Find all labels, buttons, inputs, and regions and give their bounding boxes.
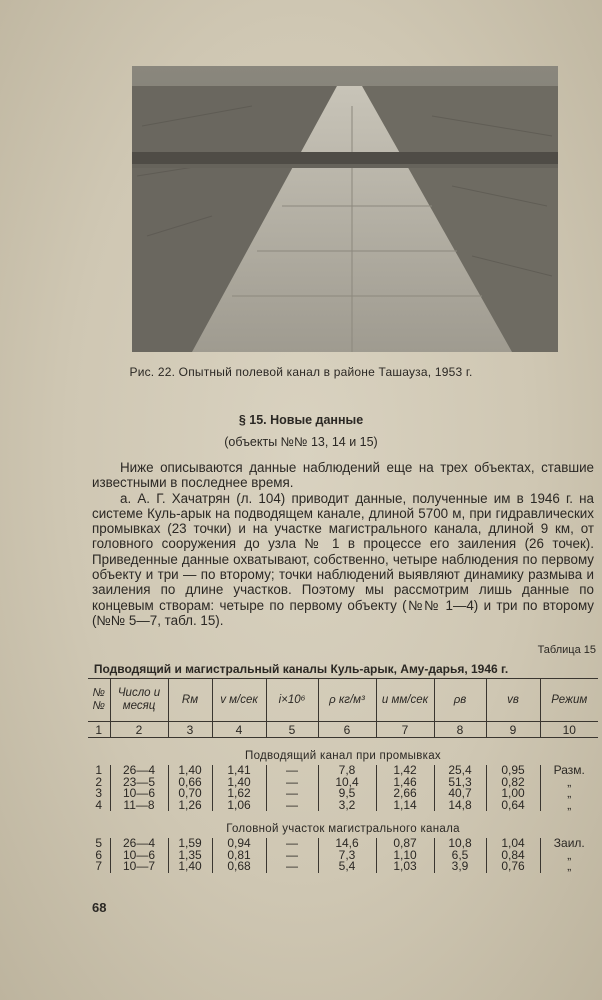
table-cell: 0,82 [486,777,540,789]
column-number: 9 [486,722,540,738]
col-header: №№ [88,679,110,722]
table-cell: — [266,788,318,800]
table-cell: 51,3 [434,777,486,789]
column-number: 6 [318,722,376,738]
table-row [88,861,598,873]
table-cell: 10—6 [110,788,168,800]
table-cell: 2 [88,777,110,789]
column-number: 5 [266,722,318,738]
column-number: 8 [434,722,486,738]
table-cell: 1,46 [376,777,434,789]
table-cell: 1,26 [168,800,212,812]
table-cell: „ [567,797,572,812]
col-header: vв [486,679,540,722]
col-header: Режим [540,679,598,722]
body-text [92,460,594,628]
section-title: § 15. Новые данные [238,413,364,427]
table-cell: Разм. [553,763,585,777]
table-cell: 7,3 [318,850,376,862]
column-number: 2 [110,722,168,738]
data-table [88,678,598,873]
column-number: 4 [212,722,266,738]
table-cell: 1,04 [486,838,540,850]
table-cell: 1,41 [212,765,266,777]
table-cell: 3 [88,788,110,800]
table-cell: 5,4 [318,861,376,873]
table-cell: — [266,861,318,873]
table-body [88,738,598,873]
col-header: ρ кг/м³ [318,679,376,722]
paragraph: Ниже описываются данные наблюдений еще на трех объектах, ставшие известными в последнее время. [92,460,594,491]
table-cell: 1,10 [376,850,434,862]
table-cell: 1,40 [168,861,212,873]
col-header: i×10⁶ [266,679,318,722]
table-label: Таблица 15 [537,644,596,656]
table-cell: 10,8 [434,838,486,850]
table-cell: 26—4 [110,838,168,850]
col-header: Число и месяц [110,679,168,722]
table-cell: 1,40 [212,777,266,789]
col-header: v м/сек [212,679,266,722]
table-cell: 6,5 [434,850,486,862]
table-cell: 26—4 [110,765,168,777]
table-section-row [88,738,598,766]
table-cell: — [266,838,318,850]
table-cell: 0,70 [168,788,212,800]
column-number: 10 [540,722,598,738]
table-cell: 11—8 [110,800,168,812]
table-cell: — [266,850,318,862]
table-cell: 14,8 [434,800,486,812]
table-title: Подводящий и магистральный каналы Куль-арык, Аму-дарья, 1946 г. [93,662,509,676]
table-cell: 1,62 [212,788,266,800]
canal-photo [132,66,558,352]
table-cell: 1,59 [168,838,212,850]
column-number: 3 [168,722,212,738]
paragraph: а. А. Г. Хачатрян (л. 104) приводит данные, полученные им в 1946 г. на системе Куль-арык на подводящем канале, длиной 5700 м, при гидравлических промывках (23 точки) и на участке магистрального канала, длиной 9 км, от головного сооружения до узла № 1 в процессе его заиления (26 точек). Приведенные данные охватывают, собственно, четыре наблюдения по первому объекту и три — по второму; точки наблюдений выявляют динамику размыва и заиления по длине участков. Поэтому мы рассмотрим лишь данные по концевым створам: четыре по первому объекту (№№ 1—4) и три по второму (№№ 5—7, табл. 15). [92,490,594,628]
table-cell: Заил. [553,836,585,850]
table-cell: 0,84 [486,850,540,862]
table-cell: 0,68 [212,861,266,873]
col-header: u мм/сек [376,679,434,722]
table-cell: „ [567,847,572,862]
table-cell: 2,66 [376,788,434,800]
table-cell: 5 [88,838,110,850]
table-cell: 10,4 [318,777,376,789]
table-cell: „ [567,859,572,873]
table-cell: 4 [88,800,110,812]
table-cell: — [266,777,318,789]
table-cell: 0,95 [486,765,540,777]
table-section-row [88,811,598,838]
table-cell: 7 [88,861,110,873]
table-cell: „ [567,774,572,789]
table-section-title: Головной участок магистрального канала [226,822,460,835]
table-cell: 1,03 [376,861,434,873]
table-cell: 0,94 [212,838,266,850]
table-cell: 0,81 [212,850,266,862]
table-cell: 1,00 [486,788,540,800]
section-subtitle: (объекты №№ 13, 14 и 15) [224,435,378,449]
col-header: ρв [434,679,486,722]
table-cell: — [266,765,318,777]
table-cell: 0,87 [376,838,434,850]
table-cell: „ [567,786,572,800]
column-number: 7 [376,722,434,738]
table-cell: 6 [88,850,110,862]
table-row [88,800,598,812]
column-number: 1 [88,722,110,738]
table-cell: 1,06 [212,800,266,812]
table-cell: 7,8 [318,765,376,777]
table-cell: 14,6 [318,838,376,850]
table-cell: 3,9 [434,861,486,873]
figure-caption: Рис. 22. Опытный полевой канал в районе Ташауза, 1953 г. [129,365,473,379]
table-cell: 23—5 [110,777,168,789]
table-cell: 0,76 [486,861,540,873]
table-section-title: Подводящий канал при промывках [245,749,441,762]
column-number-row [88,722,598,738]
table-cell: 25,4 [434,765,486,777]
table-cell: 10—6 [110,850,168,862]
table-cell: 0,66 [168,777,212,789]
page-number: 68 [92,900,107,915]
table-cell: 1,14 [376,800,434,812]
table-cell: 10—7 [110,861,168,873]
table-cell: 3,2 [318,800,376,812]
table-cell: — [266,800,318,812]
col-header: Rм [168,679,212,722]
table-header-row [88,679,598,722]
table-cell: 1,42 [376,765,434,777]
table-cell: 40,7 [434,788,486,800]
table-cell: 1 [88,765,110,777]
table-cell: 1,40 [168,765,212,777]
table-cell: 1,35 [168,850,212,862]
table-cell: 9,5 [318,788,376,800]
table-cell: 0,64 [486,800,540,812]
